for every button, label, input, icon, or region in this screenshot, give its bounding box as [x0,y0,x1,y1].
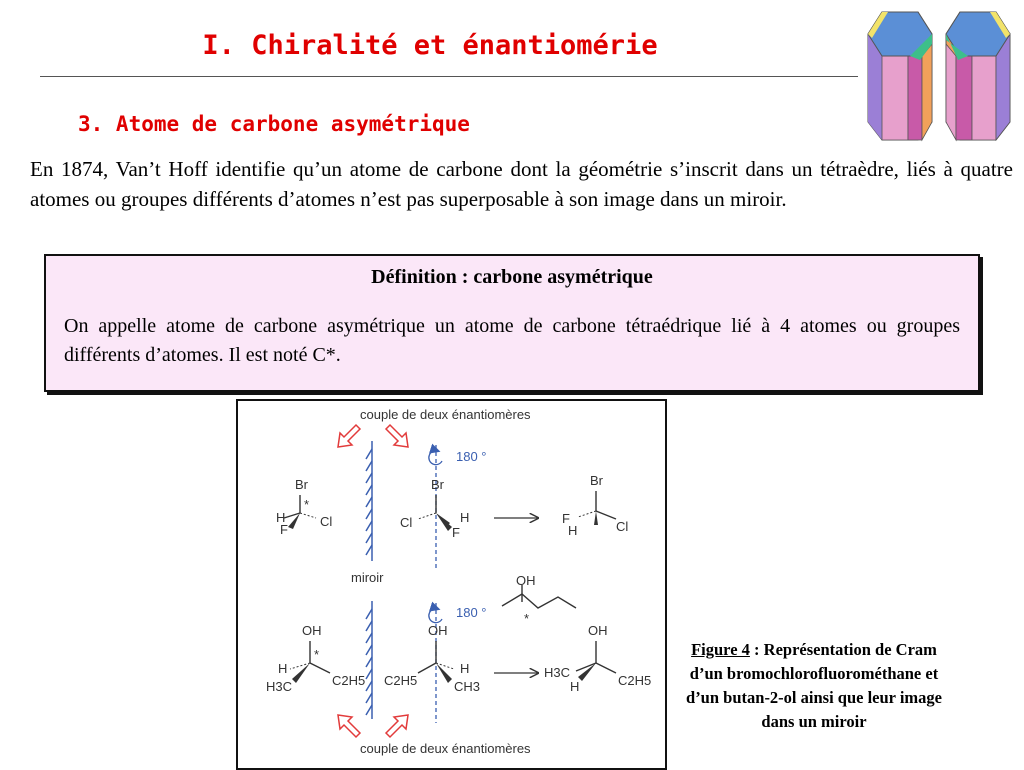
red-arrow-icon [338,425,408,447]
definition-title: Définition : carbone asymétrique [371,266,653,288]
molecule-bromochlorofluoromethane-image [562,473,628,538]
skeletal-oh: OH [516,573,536,588]
mol4-oh: OH [302,623,322,638]
definition-body: On appelle atome de carbone asymétrique un atome de carbone tétraédrique lié à 4 atomes ou groupes différents d’atomes. Il est noté C*. [64,315,960,366]
rotation-label-top: 180 ° [456,449,487,464]
rotation-label-bottom: 180 ° [456,605,487,620]
intro-paragraph: En 1874, Van’t Hoff identifie qu’un atome de carbone dont la géométrie s’inscrit dans un tétraèdre, liés à quatre atomes ou groupes différents d’atomes n’est pas superposable à son image dans un miroir. [30,157,1013,211]
mol5-c2h5: C2H5 [384,673,418,688]
mol1-f: F [280,522,288,537]
figure-enantiomers [236,399,667,770]
section-subtitle: 3. Atome de carbone asymétrique [78,112,470,136]
mol2-h: H [460,510,470,525]
figure-label: Figure 4 [691,640,750,659]
mol4-h: H [278,661,288,676]
mol2-br: Br [431,477,444,492]
mol1-star: * [304,497,310,512]
molecule-butan2ol [266,623,365,694]
skeletal-star: * [524,611,530,626]
mol1-h: H [276,510,286,525]
enantiomorphic-crystals-icon [860,4,1020,144]
red-arrow-icon [338,715,408,737]
mol5-h: H [460,661,470,676]
mol3-cl: Cl [616,519,629,534]
definition-box [44,254,980,392]
mol6-oh: OH [588,623,608,638]
mol6-c2h5: C2H5 [618,673,652,688]
mol1-br: Br [295,477,308,492]
figure-caption [680,638,948,734]
molecule-butan2ol-rotated [384,623,480,694]
mol3-h: H [568,523,578,538]
mol4-star: * [314,647,320,662]
mirror-label: miroir [351,570,384,585]
mol4-c2h5: C2H5 [332,673,366,688]
molecule-butan2ol-image [544,623,651,694]
molecule-bromochlorofluoromethane-rotated [400,477,469,540]
page-title: I. Chiralité et énantiomérie [202,30,658,61]
mol4-h3c: H3C [266,679,293,694]
mol1-cl: Cl [320,514,333,529]
mol6-h3c: H3C [544,665,571,680]
molecule-butan2ol-skeletal [502,573,576,626]
mol2-f: F [452,525,460,540]
title-divider [40,76,858,77]
bottom-enantiomer-label: couple de deux énantiomères [360,741,531,756]
caption-text: : Représentation de Cram d’un bromochlorofluorométhane et d’un butan-2-ol ainsi que leur image dans un miroir [686,640,942,731]
mol3-br: Br [590,473,603,488]
mol5-oh: OH [428,623,448,638]
mol5-ch3: CH3 [454,679,481,694]
mol2-cl: Cl [400,515,413,530]
mol6-h: H [570,679,580,694]
top-enantiomer-label: couple de deux énantiomères [360,407,531,422]
mol3-f: F [562,511,570,526]
molecule-bromochlorofluoromethane [276,477,332,537]
